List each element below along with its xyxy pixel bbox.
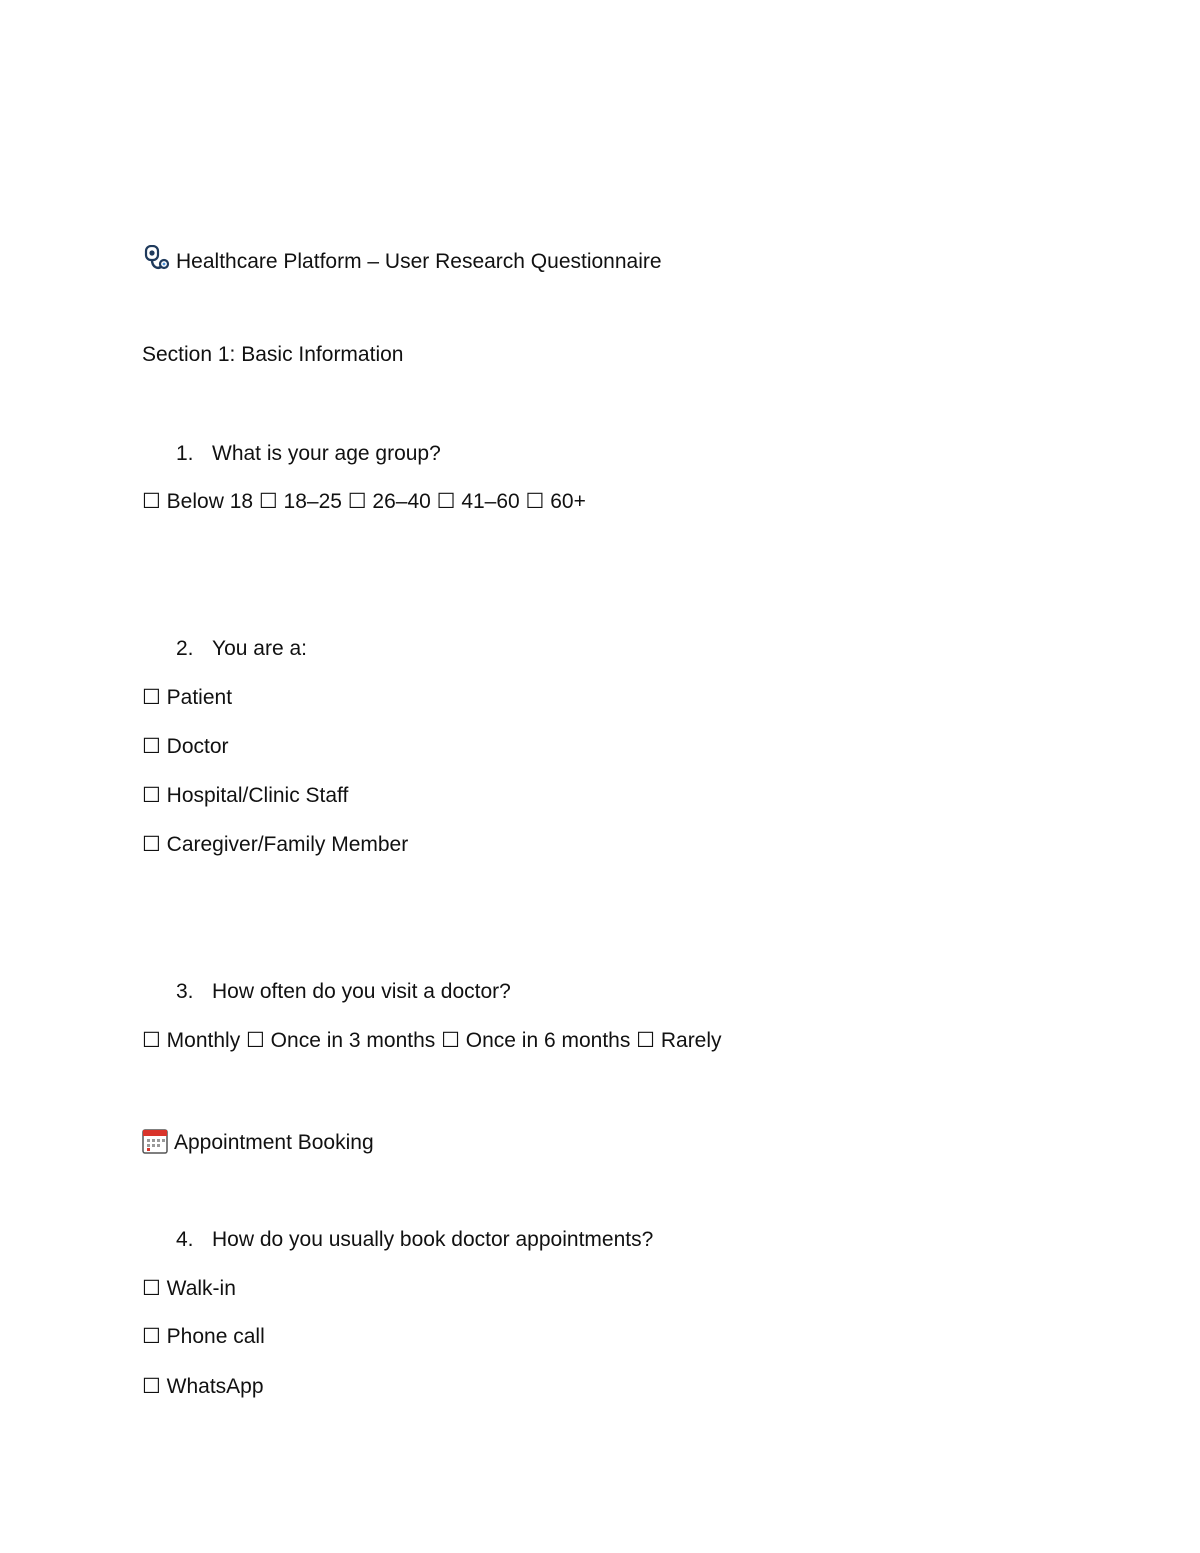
question-3-number: 3. [176,980,194,1003]
stethoscope-icon [142,245,170,280]
question-4-text: How do you usually book doctor appointments? [212,1228,654,1251]
question-4-number: 4. [176,1228,194,1251]
option-hospital-clinic-staff[interactable]: ☐ Hospital/Clinic Staff [142,784,349,807]
question-3 [176,979,511,1005]
option-phone-call[interactable]: ☐ Phone call [142,1325,265,1348]
question-2 [176,636,307,662]
question-1 [176,441,441,467]
calendar-icon [142,1128,168,1161]
question-3-options[interactable]: ☐ Monthly ☐ Once in 3 months ☐ Once in 6 months ☐ Rarely [142,1029,722,1052]
option-whatsapp[interactable]: ☐ WhatsApp [142,1375,264,1398]
section-2-heading [142,1128,374,1161]
question-2-number: 2. [176,637,194,660]
question-2-text: You are a: [212,637,307,660]
question-1-options[interactable]: ☐ Below 18 ☐ 18–25 ☐ 26–40 ☐ 41–60 ☐ 60+ [142,490,586,513]
question-1-number: 1. [176,442,194,465]
option-walk-in[interactable]: ☐ Walk-in [142,1277,236,1300]
section-1-heading: Section 1: Basic Information [142,343,404,366]
document-title [142,245,662,280]
question-1-text: What is your age group? [212,442,441,465]
question-3-text: How often do you visit a doctor? [212,980,511,1003]
option-doctor[interactable]: ☐ Doctor [142,735,229,758]
option-caregiver-family-member[interactable]: ☐ Caregiver/Family Member [142,833,409,856]
question-4 [176,1227,653,1253]
section-2-heading-text: Appointment Booking [174,1131,374,1154]
title-text: Healthcare Platform – User Research Questionnaire [176,250,662,273]
option-patient[interactable]: ☐ Patient [142,686,233,709]
